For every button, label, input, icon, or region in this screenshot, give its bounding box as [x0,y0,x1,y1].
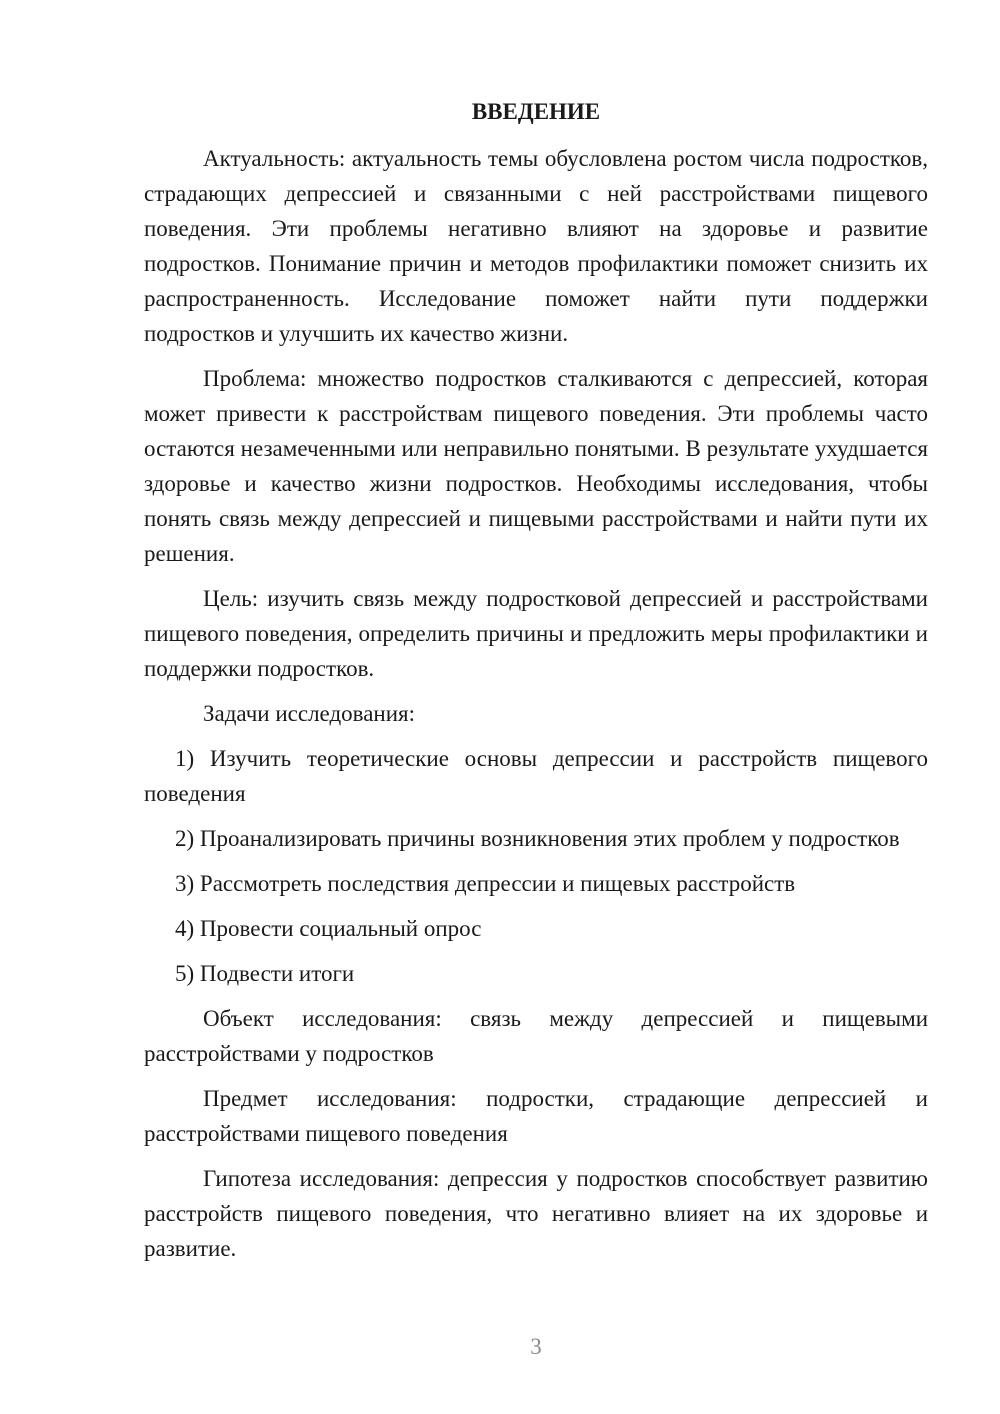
page-number: 3 [530,1334,542,1359]
tasks-heading: Задачи исследования: [203,701,416,726]
paragraph-problem: Проблема: множество подростков сталкиваются с депрессией, которая может привести к расстройствам пищевого поведения. Эти проблемы часто остаются незамеченными или неправильно понятыми. В результате ухудшается здоровье и качество жизни подростков. Необходимы исследования, чтобы понять связь между депрессией и пищевыми расстройствами и найти пути их решения. [144,366,928,566]
page-title: ВВЕДЕНИЕ [471,99,601,124]
task-item-2: 2) Проанализировать причины возникновения этих проблем у подростков [175,826,900,851]
paragraph-hypothesis: Гипотеза исследования: депрессия у подростков способствует развитию расстройств пищевого поведения, что негативно влияет на их здоровье и развитие. [144,1166,928,1261]
document-page [144,94,928,1276]
paragraph-relevance: Актуальность: актуальность темы обусловлена ростом числа подростков, страдающих депрессией и связанными с ней расстройствами пищевого поведения. Эти проблемы негативно влияют на здоровье и развитие подростков. Понимание причин и методов профилактики поможет снизить их распространенность. Исследование поможет найти пути поддержки подростков и улучшить их качество жизни. [144,146,928,346]
paragraph-subject: Предмет исследования: подростки, страдающие депрессией и расстройствами пищевого поведения [144,1086,928,1146]
task-item-3: 3) Рассмотреть последствия депрессии и пищевых расстройств [175,871,796,896]
task-item-1: 1) Изучить теоретические основы депрессии и расстройств пищевого поведения [144,746,928,806]
paragraph-goal: Цель: изучить связь между подростковой депрессией и расстройствами пищевого поведения, определить причины и предложить меры профилактики и поддержки подростков. [144,586,928,681]
task-item-4: 4) Провести социальный опрос [175,916,482,941]
task-item-5: 5) Подвести итоги [175,961,355,986]
paragraph-object: Объект исследования: связь между депрессией и пищевыми расстройствами у подростков [144,1006,928,1066]
